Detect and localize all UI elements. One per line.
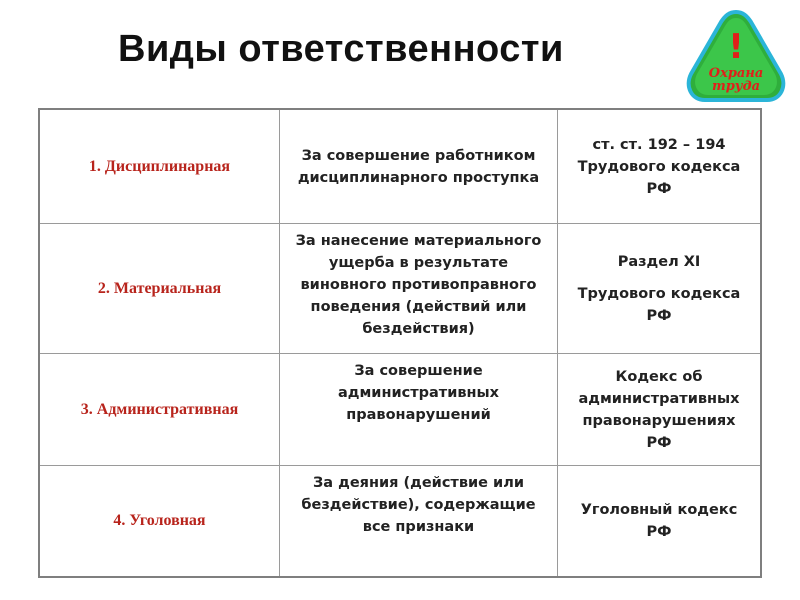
description-line: правонарушений [346,407,491,423]
description-line: бездействия) [362,321,475,337]
table-cell-description [280,354,558,466]
law-line: ст. ст. 192 – 194 [592,136,726,153]
type-label: 4. Уголовная [113,512,206,529]
law-line: административных [578,390,740,407]
labor-safety-logo [683,8,789,106]
table-cell-law [558,466,760,576]
table-cell-description [280,110,558,224]
table-cell-description [280,466,558,576]
type-label: 1. Дисциплинарная [88,157,231,175]
exclamation-icon: ! [728,27,744,67]
description-line: дисциплинарного проступка [297,169,540,186]
table-cell-description [280,224,558,354]
law-line: РФ [646,307,672,324]
description-line: все признаки [362,519,475,535]
law-line: Уголовный кодекс [580,502,738,518]
table-cell-type [40,466,280,576]
law-line: РФ [646,434,672,451]
law-line: Раздел XI [617,253,701,270]
law-line: правонарушениях [582,412,736,429]
law-line: РФ [646,524,672,540]
table-cell-type [40,110,280,224]
description-line: За деяния (действие или [312,475,524,491]
table-cell-type [40,354,280,466]
type-label: 3. Административная [80,400,239,418]
liability-table [38,108,762,578]
description-line: административных [337,385,500,401]
description-line: За нанесение материального [295,233,542,249]
law-line: Трудового кодекса [577,285,741,302]
law-line: РФ [646,180,672,197]
table-cell-law [558,354,760,466]
description-line: виновного противоправного [300,277,537,293]
type-label: 2. Материальная [97,279,222,297]
logo-text-line2: труда [711,79,761,94]
page-title: Виды ответственности [118,28,564,70]
description-line: бездействие), содержащие [301,497,536,513]
description-line: ущерба в результате [328,255,509,271]
table-cell-law [558,110,760,224]
logo-text-line1: Охрана [708,66,764,81]
law-line: Трудового кодекса [577,158,741,175]
law-line: Кодекс об [615,368,703,385]
table-cell-type [40,224,280,354]
description-line: За совершение [354,363,483,379]
table-cell-law [558,224,760,354]
description-line: За совершение работником [301,147,536,164]
description-line: поведения (действий или [310,299,527,315]
